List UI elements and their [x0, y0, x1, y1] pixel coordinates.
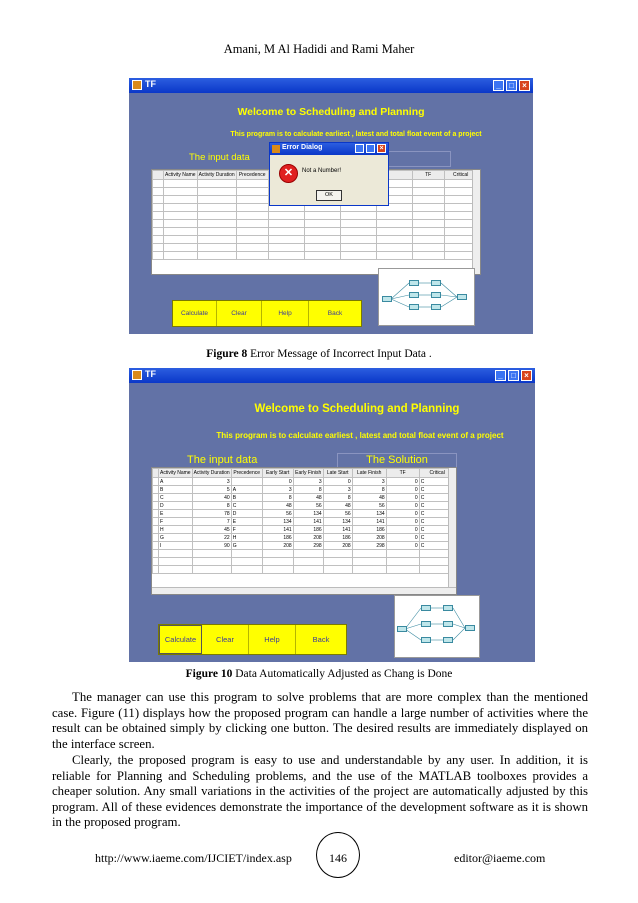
table-cell[interactable] — [323, 550, 352, 558]
table-cell[interactable] — [352, 566, 386, 574]
table-cell[interactable] — [268, 228, 304, 236]
table-cell[interactable]: 48 — [323, 502, 352, 510]
table-cell[interactable] — [164, 212, 198, 220]
table-cell[interactable] — [231, 550, 262, 558]
column-header[interactable]: TF — [386, 469, 419, 478]
table-cell[interactable] — [231, 478, 262, 486]
vertical-scrollbar[interactable] — [448, 468, 456, 594]
column-header[interactable]: Precedence — [236, 171, 268, 180]
table-cell[interactable]: 186 — [323, 534, 352, 542]
table-cell[interactable]: 0 — [386, 510, 419, 518]
table-cell[interactable] — [262, 558, 293, 566]
table-cell[interactable] — [231, 558, 262, 566]
column-header[interactable]: TF — [412, 171, 444, 180]
table-cell[interactable]: 0 — [386, 502, 419, 510]
table-cell[interactable]: C — [419, 534, 455, 542]
diagram-node — [397, 626, 407, 632]
vertical-scrollbar[interactable] — [472, 170, 480, 274]
error-dialog-titlebar — [270, 143, 388, 155]
table-row — [153, 518, 456, 526]
table-cell[interactable] — [164, 228, 198, 236]
table-cell[interactable]: D — [231, 510, 262, 518]
figure10-screenshot — [129, 368, 535, 662]
table-cell[interactable] — [340, 252, 376, 260]
paragraph-2: Clearly, the proposed program is easy to use and understandable by any user. In addition, it is reliable for Planning and Scheduling problems, and the use of the MATLAB toolboxes provides a cheaper solution. Any small variations in the activities of the project are automatically adjusted by this program. All of these evidences demonstrate the importance of the development software as it is shown in the proposed program. — [52, 753, 588, 830]
table-cell[interactable]: I — [159, 542, 193, 550]
table-cell[interactable]: D — [159, 502, 193, 510]
table-row — [153, 526, 456, 534]
calculate-button[interactable]: Calculate — [173, 301, 217, 326]
table-row — [153, 252, 478, 260]
clear-button[interactable]: Clear — [217, 301, 262, 326]
table-cell[interactable]: 0 — [386, 534, 419, 542]
window-title: TF — [145, 369, 156, 379]
diagram-node — [443, 605, 453, 611]
solution-label: The Solution — [337, 453, 457, 469]
figure8-titlebar — [129, 78, 533, 93]
table-cell[interactable]: 3 — [192, 478, 231, 486]
table-cell[interactable]: 134 — [323, 518, 352, 526]
close-icon[interactable]: × — [521, 370, 532, 381]
error-icon: ✕ — [279, 164, 298, 183]
table-cell[interactable]: F — [159, 518, 193, 526]
table-cell[interactable] — [412, 220, 444, 228]
table-cell[interactable]: 90 — [192, 542, 231, 550]
table-cell[interactable]: E — [159, 510, 193, 518]
diagram-node — [409, 292, 419, 298]
table-cell[interactable] — [197, 204, 236, 212]
table-cell[interactable] — [268, 252, 304, 260]
table-cell[interactable]: 0 — [323, 478, 352, 486]
table-cell[interactable] — [192, 550, 231, 558]
table-cell[interactable]: 208 — [262, 542, 293, 550]
table-cell[interactable]: 40 — [192, 494, 231, 502]
table-cell[interactable] — [386, 550, 419, 558]
table-cell[interactable]: 0 — [386, 526, 419, 534]
table-cell[interactable] — [262, 566, 293, 574]
row-header-corner — [153, 171, 164, 180]
input-data-label: The input data — [187, 454, 258, 466]
table-row — [153, 542, 456, 550]
table-cell[interactable] — [164, 236, 198, 244]
table-cell[interactable]: 186 — [293, 526, 323, 534]
table-cell[interactable]: 208 — [323, 542, 352, 550]
table-cell[interactable] — [236, 196, 268, 204]
table-cell[interactable] — [304, 212, 340, 220]
help-button[interactable]: Help — [249, 625, 296, 654]
column-header[interactable]: Early Finish — [295, 470, 322, 476]
footer-url[interactable]: http://www.iaeme.com/IJCIET/index.asp — [95, 851, 292, 865]
table-cell[interactable] — [236, 180, 268, 188]
table-cell[interactable] — [304, 220, 340, 228]
minimize-icon[interactable]: _ — [493, 80, 504, 91]
table-cell[interactable] — [197, 220, 236, 228]
dialog-maximize-icon[interactable] — [366, 144, 375, 153]
table-cell[interactable]: 5 — [192, 486, 231, 494]
figure8-caption — [0, 348, 638, 360]
table-cell[interactable] — [236, 212, 268, 220]
table-cell[interactable] — [236, 220, 268, 228]
table-cell[interactable] — [293, 550, 323, 558]
table-cell[interactable]: 8 — [192, 502, 231, 510]
table-cell[interactable] — [268, 212, 304, 220]
table-cell[interactable]: C — [419, 502, 455, 510]
table-cell[interactable]: 134 — [352, 510, 386, 518]
button-bar — [172, 300, 362, 327]
table-cell[interactable] — [412, 236, 444, 244]
minimize-icon[interactable]: _ — [495, 370, 506, 381]
row-header-cell — [153, 252, 164, 260]
table-cell[interactable] — [340, 236, 376, 244]
diagram-node — [431, 280, 441, 286]
window-title: TF — [145, 79, 156, 89]
table-cell[interactable]: 56 — [323, 510, 352, 518]
table-row — [153, 566, 456, 574]
table-cell[interactable] — [164, 204, 198, 212]
table-cell[interactable] — [197, 228, 236, 236]
table-cell[interactable] — [376, 228, 412, 236]
figure10-caption-text: Data Automatically Adjusted as Chang is Done — [232, 668, 453, 680]
table-row — [153, 550, 456, 558]
table-cell[interactable] — [236, 244, 268, 252]
table-cell[interactable] — [412, 196, 444, 204]
diagram-node — [457, 294, 467, 300]
page-number: 146 — [329, 851, 347, 865]
table-cell[interactable] — [236, 236, 268, 244]
table-cell[interactable] — [412, 228, 444, 236]
table-row — [153, 510, 456, 518]
table-cell[interactable] — [304, 228, 340, 236]
row-header-cell — [153, 212, 164, 220]
table-cell[interactable] — [268, 220, 304, 228]
table-cell[interactable]: 208 — [293, 534, 323, 542]
table-cell[interactable] — [197, 196, 236, 204]
table-cell[interactable] — [412, 188, 444, 196]
table-cell[interactable]: C — [419, 486, 455, 494]
column-header[interactable]: Precedence — [231, 469, 262, 478]
diagram-node — [421, 621, 431, 627]
table-cell[interactable]: 0 — [386, 518, 419, 526]
footer-email[interactable]: editor@iaeme.com — [454, 851, 546, 865]
figure10-caption-label: Figure 10 — [185, 668, 233, 680]
dialog-app-icon — [272, 145, 280, 153]
table-cell[interactable]: 56 — [352, 502, 386, 510]
table-cell[interactable]: 0 — [262, 478, 293, 486]
row-header-cell — [153, 236, 164, 244]
table-cell[interactable]: 298 — [352, 542, 386, 550]
table-cell[interactable]: 141 — [293, 518, 323, 526]
table-cell[interactable] — [159, 566, 193, 574]
app-title: Welcome to Scheduling and Planning — [254, 403, 460, 415]
table-cell[interactable] — [262, 550, 293, 558]
diagram-node — [443, 637, 453, 643]
window-app-icon — [132, 80, 142, 90]
table-cell[interactable] — [304, 244, 340, 252]
app-title: Welcome to Scheduling and Planning — [237, 106, 425, 118]
app-subtitle: This program is to calculate earliest , latest and total float event of a project — [230, 131, 482, 138]
table-cell[interactable]: 48 — [293, 494, 323, 502]
table-cell[interactable] — [412, 244, 444, 252]
table-cell[interactable] — [340, 244, 376, 252]
diagram-node — [409, 304, 419, 310]
table-cell[interactable] — [293, 566, 323, 574]
help-button[interactable]: Help — [262, 301, 309, 326]
row-header-cell — [153, 180, 164, 188]
table-cell[interactable]: C — [419, 478, 455, 486]
table-cell[interactable] — [197, 180, 236, 188]
diagram-node — [421, 605, 431, 611]
window-app-icon — [132, 370, 142, 380]
table-cell[interactable]: A — [159, 478, 193, 486]
ok-button[interactable]: OK — [316, 190, 342, 201]
figure10-titlebar — [129, 368, 535, 383]
table-cell[interactable] — [304, 236, 340, 244]
figure8-caption-text: Error Message of Incorrect Input Data . — [247, 348, 432, 360]
row-header-cell — [153, 220, 164, 228]
table-cell[interactable] — [268, 236, 304, 244]
table-cell[interactable]: 48 — [352, 494, 386, 502]
table-cell[interactable]: 0 — [386, 486, 419, 494]
table-cell[interactable]: 134 — [262, 518, 293, 526]
table-row — [153, 502, 456, 510]
table-cell[interactable]: G — [231, 542, 262, 550]
table-cell[interactable] — [197, 236, 236, 244]
table-cell[interactable]: 186 — [262, 534, 293, 542]
table-cell[interactable] — [197, 188, 236, 196]
table-cell[interactable]: 45 — [192, 526, 231, 534]
table-cell[interactable] — [304, 252, 340, 260]
table-cell[interactable]: 8 — [262, 494, 293, 502]
maximize-icon[interactable]: □ — [506, 80, 517, 91]
table-cell[interactable]: B — [159, 486, 193, 494]
dialog-minimize-icon[interactable] — [355, 144, 364, 153]
table-cell[interactable]: H — [231, 534, 262, 542]
table-cell[interactable]: G — [159, 534, 193, 542]
table-cell[interactable]: C — [419, 542, 455, 550]
table-cell[interactable]: 8 — [293, 486, 323, 494]
dialog-close-icon[interactable]: × — [377, 144, 386, 153]
table-cell[interactable] — [412, 204, 444, 212]
table-cell[interactable] — [236, 204, 268, 212]
table-cell[interactable] — [236, 228, 268, 236]
table-row — [153, 558, 456, 566]
table-cell[interactable]: A — [231, 486, 262, 494]
back-button[interactable]: Back — [312, 635, 330, 644]
figure8-caption-label: Figure 8 — [206, 348, 248, 360]
table-cell[interactable] — [164, 220, 198, 228]
table-row — [153, 220, 478, 228]
table-cell[interactable] — [236, 188, 268, 196]
table-body — [153, 478, 456, 574]
table-cell[interactable] — [376, 220, 412, 228]
table-cell[interactable] — [352, 558, 386, 566]
results-table[interactable] — [151, 467, 457, 595]
table-cell[interactable]: E — [231, 518, 262, 526]
diagram-node — [431, 304, 441, 310]
table-cell[interactable] — [340, 212, 376, 220]
error-message: Not a Number! — [302, 168, 342, 174]
table-cell[interactable] — [412, 212, 444, 220]
table-cell[interactable]: 56 — [293, 502, 323, 510]
table-row — [153, 236, 478, 244]
table-cell[interactable] — [192, 558, 231, 566]
table-cell[interactable]: 3 — [293, 478, 323, 486]
table-cell[interactable] — [376, 212, 412, 220]
table-cell[interactable]: 0 — [386, 478, 419, 486]
table-cell[interactable]: 7 — [192, 518, 231, 526]
table-cell[interactable]: C — [159, 494, 193, 502]
table-cell[interactable]: 141 — [262, 526, 293, 534]
column-header[interactable]: Activity Name — [160, 470, 191, 476]
table-cell[interactable] — [293, 558, 323, 566]
column-header[interactable]: Activity Name — [165, 172, 196, 178]
calculate-button[interactable]: Calculate — [159, 625, 202, 654]
clear-button[interactable]: Clear — [202, 625, 249, 654]
diagram-node — [382, 296, 392, 302]
diagram-node — [443, 621, 453, 627]
table-cell[interactable]: 141 — [352, 518, 386, 526]
table-cell[interactable]: 56 — [262, 510, 293, 518]
table-cell[interactable]: 3 — [323, 486, 352, 494]
table-cell[interactable] — [376, 244, 412, 252]
app-subtitle: This program is to calculate earliest , latest and total float event of a project — [216, 431, 504, 440]
diagram-node — [431, 292, 441, 298]
table-cell[interactable] — [340, 228, 376, 236]
table-cell[interactable] — [231, 566, 262, 574]
error-dialog — [269, 142, 389, 206]
table-cell[interactable]: C — [419, 494, 455, 502]
row-header-cell — [153, 244, 164, 252]
table-cell[interactable]: 298 — [293, 542, 323, 550]
table-cell[interactable] — [376, 236, 412, 244]
table-cell[interactable] — [164, 180, 198, 188]
table-cell[interactable] — [376, 252, 412, 260]
paragraph-1: The manager can use this program to solve problems that are more complex than the mentioned case. Figure (11) displays how the proposed program can handle a large number of activities where the result can be obtained simply by clicking one button. The desired results are immediately displayed on the interface screen. — [52, 690, 588, 751]
diagram-node — [421, 637, 431, 643]
table-cell[interactable] — [236, 252, 268, 260]
table-cell[interactable] — [159, 550, 193, 558]
table-row — [153, 534, 456, 542]
column-header[interactable]: Late Finish — [352, 469, 386, 478]
table-cell[interactable]: 0 — [386, 542, 419, 550]
figure8-screenshot — [129, 78, 533, 334]
table-cell[interactable]: 8 — [352, 486, 386, 494]
table-cell[interactable] — [323, 566, 352, 574]
table-cell[interactable] — [352, 550, 386, 558]
table-row — [153, 212, 478, 220]
table-row — [153, 244, 478, 252]
column-header[interactable]: Late Start — [323, 469, 352, 478]
maximize-icon[interactable]: □ — [508, 370, 519, 381]
row-header-cell — [153, 188, 164, 196]
button-bar — [158, 624, 347, 655]
table-cell[interactable] — [412, 180, 444, 188]
table-cell[interactable]: F — [231, 526, 262, 534]
table-cell[interactable]: 134 — [293, 510, 323, 518]
table-cell[interactable]: H — [159, 526, 193, 534]
table-cell[interactable] — [164, 188, 198, 196]
table-cell[interactable] — [164, 244, 198, 252]
table-cell[interactable] — [192, 566, 231, 574]
table-cell[interactable]: 0 — [386, 494, 419, 502]
table-row — [153, 478, 456, 486]
table-cell[interactable]: C — [419, 526, 455, 534]
row-header-cell — [153, 228, 164, 236]
column-header[interactable]: Critical — [444, 171, 477, 180]
column-header[interactable]: Early Start — [262, 469, 293, 478]
table-cell[interactable] — [197, 244, 236, 252]
table-cell[interactable] — [412, 252, 444, 260]
input-data-label: The input data — [189, 152, 250, 163]
table-row — [153, 486, 456, 494]
row-header-cell — [153, 196, 164, 204]
table-cell[interactable]: 3 — [352, 478, 386, 486]
figure10-caption — [0, 668, 638, 680]
table-cell[interactable] — [197, 252, 236, 260]
dialog-title: Error Dialog — [282, 144, 323, 151]
table-cell[interactable]: 208 — [352, 534, 386, 542]
page-header: Amani, M Al Hadidi and Rami Maher — [223, 42, 415, 56]
table-cell[interactable] — [164, 252, 198, 260]
table-cell[interactable]: 22 — [192, 534, 231, 542]
table-cell[interactable]: 141 — [323, 526, 352, 534]
table-cell[interactable] — [268, 244, 304, 252]
results-grid — [152, 468, 456, 574]
table-cell[interactable]: C — [419, 510, 455, 518]
table-cell[interactable] — [386, 566, 419, 574]
table-cell[interactable] — [386, 558, 419, 566]
table-cell[interactable] — [340, 220, 376, 228]
table-cell[interactable]: C — [419, 518, 455, 526]
table-cell[interactable]: B — [231, 494, 262, 502]
table-cell[interactable]: 186 — [352, 526, 386, 534]
network-diagram — [394, 595, 480, 658]
table-row — [153, 494, 456, 502]
row-header-cell — [153, 204, 164, 212]
diagram-node — [465, 625, 475, 631]
table-header-row — [153, 469, 456, 478]
diagram-node — [409, 280, 419, 286]
column-header[interactable]: Activity Duration — [193, 470, 230, 476]
network-diagram — [378, 268, 475, 326]
table-cell[interactable] — [323, 558, 352, 566]
table-cell[interactable] — [159, 558, 193, 566]
table-cell[interactable]: C — [231, 502, 262, 510]
table-cell[interactable] — [164, 196, 198, 204]
close-icon[interactable]: × — [519, 80, 530, 91]
table-cell[interactable] — [197, 212, 236, 220]
table-row — [153, 228, 478, 236]
table-cell[interactable]: 3 — [262, 486, 293, 494]
table-cell[interactable]: 78 — [192, 510, 231, 518]
column-header[interactable]: Activity Duration — [198, 172, 235, 178]
table-cell[interactable]: 8 — [323, 494, 352, 502]
column-header[interactable]: Critical — [419, 469, 455, 478]
horizontal-scrollbar[interactable] — [152, 587, 456, 594]
table-cell[interactable]: 48 — [262, 502, 293, 510]
back-button[interactable]: Back — [327, 310, 343, 317]
